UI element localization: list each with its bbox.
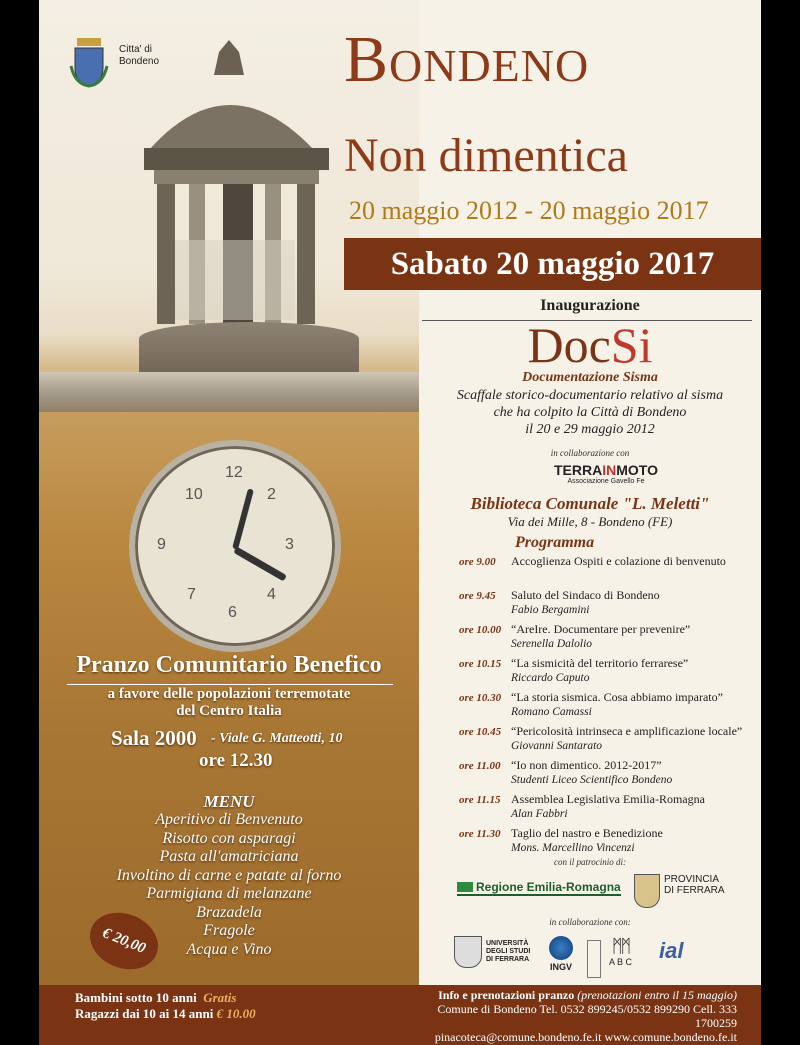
program-row <box>459 826 759 860</box>
city-line2: Bondeno <box>119 56 160 67</box>
docsi-subtitle: Documentazione Sisma <box>522 370 658 385</box>
program-speaker: Studenti Liceo Scientifico Bondeno <box>511 774 673 786</box>
docsi-part1: Doc <box>527 317 611 373</box>
program-event: Assemblea Legislativa Emilia-Romagna <box>511 792 705 806</box>
program-time: ore 9.45 <box>459 590 496 602</box>
description-line: Scaffale storico-documentario relativo al sisma <box>456 388 724 403</box>
program-row <box>459 792 759 826</box>
unife-line3: DI FERRARA <box>486 956 530 963</box>
unife-logo <box>454 936 530 968</box>
program-time: ore 10.30 <box>459 692 502 704</box>
ingv-logo <box>549 936 573 972</box>
program-speaker: Romano Camassi <box>511 706 592 718</box>
kids-under10-label: Bambini sotto 10 anni <box>75 990 197 1005</box>
city-label <box>119 44 159 68</box>
programma-list <box>459 554 759 860</box>
program-time: ore 10.00 <box>459 624 502 636</box>
lunch-time: ore 12.30 <box>199 750 273 771</box>
lunch-street: - Viale G. Matteotti, 10 <box>211 731 343 746</box>
ial-label: ial <box>659 938 684 963</box>
menu-item: Involtino di carne e patate al forno <box>116 866 342 884</box>
institute-logo <box>587 940 601 978</box>
program-time: ore 11.15 <box>459 794 501 806</box>
anniversary-dates: 20 maggio 2012 - 20 maggio 2017 <box>349 196 709 225</box>
lunch-title: Pranzo Comunitario Benefico <box>76 652 382 678</box>
city-crest-icon <box>69 36 109 88</box>
program-speaker: Giovanni Santarato <box>511 740 603 752</box>
ial-logo <box>659 938 683 964</box>
provincia-logo <box>664 874 734 896</box>
city-line1: Citta' di <box>119 44 153 55</box>
menu-item: Brazadela <box>196 903 262 921</box>
program-speaker: Mons. Marcellino Vincenzi <box>511 842 635 854</box>
program-time: ore 9.00 <box>459 556 496 568</box>
terrainmoto-logo <box>554 462 658 485</box>
collab2-label: in collaborazione con: <box>549 917 631 927</box>
info-deadline: (prenotazioni entro il 15 maggio) <box>577 988 737 1002</box>
biblioteca-name: Biblioteca Comunale "L. Meletti" <box>470 494 710 513</box>
terra-part3: MOTO <box>616 462 658 478</box>
lunch-purpose <box>39 686 419 720</box>
provincia-line1: PROVINCIA <box>664 874 720 885</box>
temple-base <box>139 322 359 378</box>
lunch-purpose-line: a favore delle popolazioni terremotate <box>107 686 351 702</box>
terra-sub: Associazione Gavello Fe <box>567 478 645 485</box>
event-date: Sabato 20 maggio 2017 <box>390 246 715 282</box>
patrocinio-label: con il patrocinio di: <box>554 857 626 867</box>
event-date-band <box>344 238 761 290</box>
menu-item: Fragole <box>203 922 255 939</box>
program-time: ore 10.45 <box>459 726 502 738</box>
program-speaker: Fabio Bergamini <box>511 604 590 616</box>
info-contacts: pinacoteca@comune.bondeno.fe.it www.comune.bondeno.fe.it <box>434 1030 737 1044</box>
program-event: Saluto del Sindaco di Bondeno <box>511 588 660 602</box>
ingv-label: INGV <box>549 962 572 972</box>
program-row <box>459 724 759 758</box>
menu-item: Risotto con asparagi <box>162 829 296 847</box>
terra-part1: TERRA <box>554 462 603 478</box>
unife-crest-icon <box>454 936 482 968</box>
collab-label: in collaborazione con <box>550 448 630 458</box>
info-block <box>409 988 737 1044</box>
programma-title: Programma <box>515 534 595 551</box>
kids-under10-price: Gratis <box>203 990 237 1005</box>
title-bondeno: Bondeno <box>344 23 590 96</box>
abc-label: A B C <box>609 957 633 967</box>
program-event: “AreIre. Documentare per prevenire” <box>511 622 691 636</box>
menu-item: Acqua e Vino <box>186 940 272 958</box>
kids-10-14 <box>75 1006 256 1022</box>
program-event: “La sismicità del territorio ferrarese” <box>511 656 689 670</box>
program-speaker: Serenella Dalolio <box>511 638 593 650</box>
lunch-purpose-line: del Centro Italia <box>176 703 282 719</box>
program-row <box>459 656 759 690</box>
program-row <box>459 758 759 792</box>
terra-part2: IN <box>602 462 617 478</box>
price-label: € 20,00 <box>100 925 148 957</box>
unife-line1: UNIVERSITÀ <box>486 940 529 947</box>
abc-figures-icon: ᛗᛗ <box>611 936 630 956</box>
kids-under10 <box>75 990 236 1006</box>
abc-logo <box>609 936 632 967</box>
docsi-description <box>419 387 761 438</box>
menu-item: Parmigiana di melanzane <box>146 885 312 902</box>
description-line: il 20 e 29 maggio 2012 <box>525 422 655 437</box>
program-row <box>459 690 759 724</box>
globe-icon <box>549 936 573 960</box>
program-time: ore 10.15 <box>459 658 502 670</box>
program-speaker: Riccardo Caputo <box>511 672 590 684</box>
docsi-part2: Si <box>610 317 653 373</box>
program-time: ore 11.30 <box>459 828 501 840</box>
program-event: “La storia sismica. Cosa abbiamo imparato” <box>511 690 723 704</box>
provincia-line2: DI FERRARA <box>664 885 725 896</box>
menu-item: Pasta all'amatriciana <box>159 848 299 865</box>
regione-logo: Regione Emilia-Romagna <box>457 880 621 896</box>
stone-ledge <box>39 372 419 412</box>
program-event: Accoglienza Ospiti e colazione di benvenuto <box>511 554 726 568</box>
program-speaker: Alan Fabbri <box>511 808 568 820</box>
menu-item: Aperitivo di Benvenuto <box>155 811 303 828</box>
info-phones: Comune di Bondeno Tel. 0532 899245/0532 899290 Cell. 333 1700259 <box>437 1002 737 1030</box>
kids-10-14-price: € 10.00 <box>216 1006 256 1021</box>
lunch-venue: Sala 2000 <box>111 726 197 750</box>
description-line: che ha colpito la Città di Bondeno <box>493 405 687 420</box>
unife-line2: DEGLI STUDI <box>486 948 531 955</box>
program-row <box>459 588 759 622</box>
clock-illustration: 12 3 6 9 10 2 4 7 <box>129 440 341 652</box>
title-non-dimentica: Non dimentica <box>344 129 628 182</box>
divider <box>67 684 393 685</box>
docsi-logo <box>419 316 761 374</box>
program-event: Taglio del nastro e Benedizione <box>511 826 663 840</box>
poster <box>39 0 761 1045</box>
kids-10-14-label: Ragazzi dai 10 ai 14 anni <box>75 1006 214 1021</box>
info-title: Info e prenotazioni pranzo <box>438 988 575 1002</box>
inaugurazione-label: Inaugurazione <box>540 297 640 314</box>
menu-title: MENU <box>203 792 255 811</box>
program-event: “Io non dimentico. 2012-2017” <box>511 758 662 772</box>
program-row <box>459 622 759 656</box>
biblioteca-address: Via dei Mille, 8 - Bondeno (FE) <box>507 514 673 529</box>
program-row <box>459 554 759 588</box>
provincia-crest-icon <box>634 874 660 908</box>
program-time: ore 11.00 <box>459 760 501 772</box>
program-event: “Pericolosità intrinseca e amplificazione locale” <box>511 724 743 738</box>
